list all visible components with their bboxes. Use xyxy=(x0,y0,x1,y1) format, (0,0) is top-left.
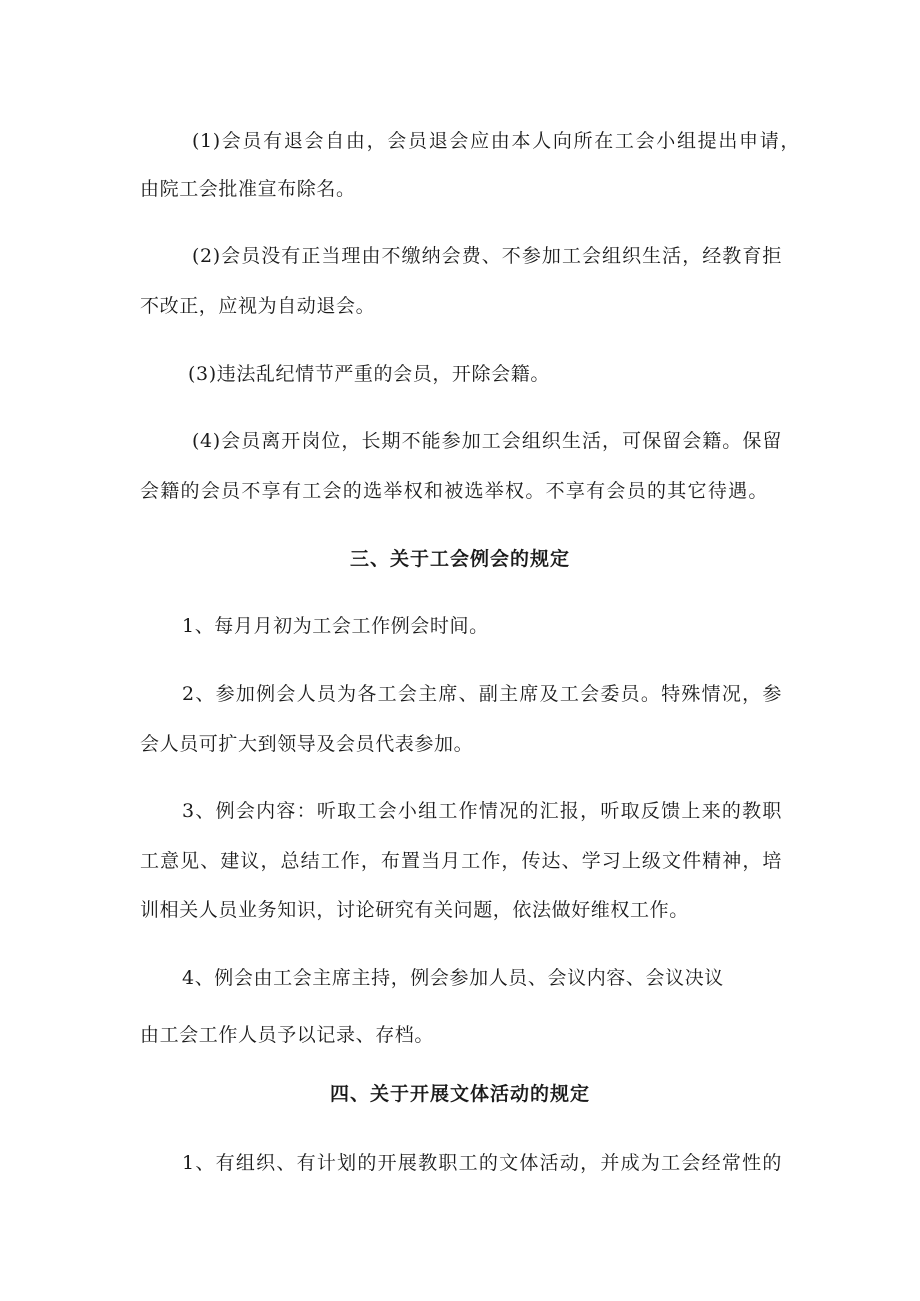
paragraph-line: 会人员可扩大到领导及会员代表参加。 xyxy=(140,733,474,755)
paragraph-line: (4)会员离开岗位，长期不能参加工会组织生活，可保留会籍。保留 xyxy=(192,430,782,452)
paragraph-line: 由工会工作人员予以记录、存档。 xyxy=(140,1024,435,1046)
paragraph-line: (2)会员没有正当理由不缴纳会费、不参加工会组织生活，经教育拒 xyxy=(192,245,782,267)
paragraph-line: 3、例会内容：听取工会小组工作情况的汇报，听取反馈上来的教职 xyxy=(182,800,782,822)
paragraph-line: 训相关人员业务知识，讨论研究有关问题，依法做好维权工作。 xyxy=(140,899,689,921)
paragraph-line: 由院工会批准宣布除名。 xyxy=(140,178,356,200)
paragraph-line: (1)会员有退会自由，会员退会应由本人向所在工会小组提出申请， xyxy=(192,130,800,152)
section-heading: 三、关于工会例会的规定 xyxy=(349,548,570,570)
paragraph-line: 工意见、建议，总结工作，布置当月工作，传达、学习上级文件精神，培 xyxy=(140,850,782,872)
paragraph-line: 1、每月月初为工会工作例会时间。 xyxy=(182,615,489,637)
section-heading: 四、关于开展文体活动的规定 xyxy=(329,1083,590,1105)
paragraph-line: 2、参加例会人员为各工会主席、副主席及工会委员。特殊情况，参 xyxy=(182,683,782,705)
paragraph-line: (3)违法乱纪情节严重的会员，开除会籍。 xyxy=(188,363,550,385)
paragraph-line: 会籍的会员不享有工会的选举权和被选举权。不享有会员的其它待遇。 xyxy=(140,480,768,502)
paragraph-line: 4、例会由工会主席主持，例会参加人员、会议内容、会议决议 xyxy=(182,967,724,989)
paragraph-line: 不改正，应视为自动退会。 xyxy=(140,295,376,317)
paragraph-line: 1、有组织、有计划的开展教职工的文体活动，并成为工会经常性的 xyxy=(182,1152,782,1174)
